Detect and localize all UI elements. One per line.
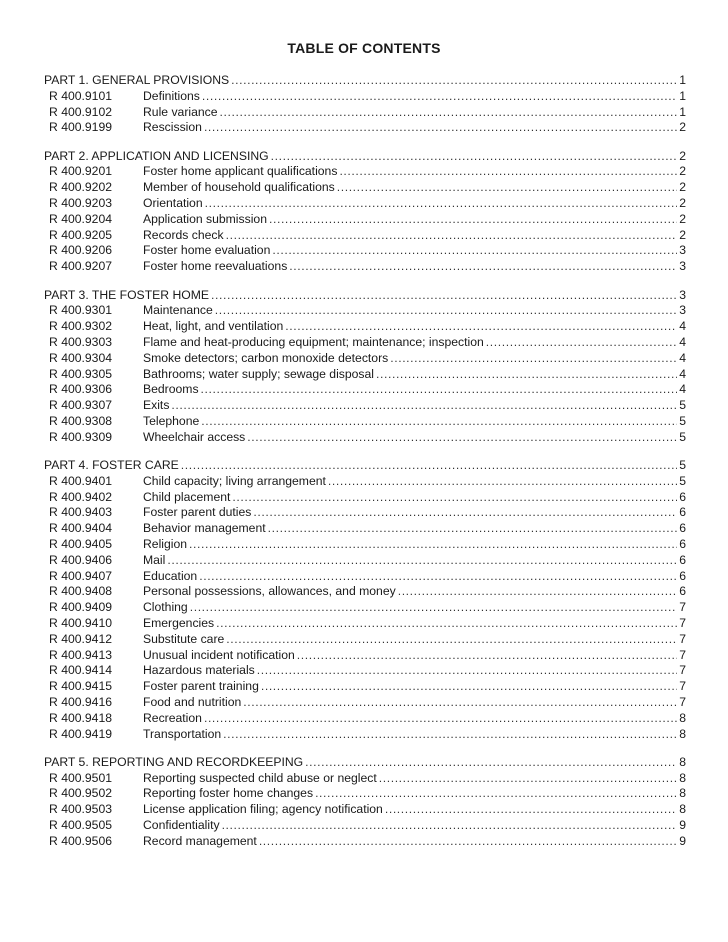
toc-rule-row[interactable]: [44, 818, 686, 834]
toc-part: [44, 149, 686, 275]
rule-title: Bedrooms: [143, 382, 199, 397]
toc-part-heading-row[interactable]: [44, 458, 686, 474]
rule-title: Foster home applicant qualifications: [143, 164, 338, 179]
page-number: 8: [679, 802, 686, 817]
rule-number: R 400.9501: [49, 770, 113, 785]
dot-leader: [379, 771, 677, 787]
part-heading: PART 2. APPLICATION AND LICENSING: [44, 148, 269, 163]
page-number: 8: [679, 726, 686, 741]
dot-leader: [268, 521, 678, 537]
page-number: 2: [679, 164, 686, 179]
table-of-contents: [44, 73, 686, 862]
part-heading: PART 3. THE FOSTER HOME: [44, 287, 210, 302]
rule-number: R 400.9204: [49, 211, 113, 226]
dot-leader: [220, 105, 678, 121]
dot-leader: [390, 351, 677, 367]
dot-leader: [398, 584, 678, 600]
dot-leader: [259, 834, 677, 850]
rule-number: R 400.9306: [49, 382, 113, 397]
rule-title: Education: [143, 568, 198, 583]
dot-leader: [339, 164, 677, 180]
rule-number: R 400.9413: [49, 647, 113, 662]
toc-rule-row[interactable]: [44, 335, 686, 351]
toc-rule-row[interactable]: [44, 319, 686, 335]
rule-number: R 400.9506: [49, 833, 113, 848]
toc-rule-row[interactable]: [44, 553, 686, 569]
dot-leader: [215, 303, 677, 319]
rule-title: Rule variance: [143, 104, 218, 119]
rule-title: Reporting foster home changes: [143, 786, 314, 801]
page-number: 7: [679, 647, 686, 662]
rule-title: Religion: [143, 537, 188, 552]
dot-leader: [226, 632, 677, 648]
rule-title: Hazardous materials: [143, 663, 255, 678]
dot-leader: [204, 120, 677, 136]
page-number: 5: [679, 398, 686, 413]
rule-number: R 400.9407: [49, 568, 113, 583]
page-number: 7: [679, 663, 686, 678]
toc-part-heading-row[interactable]: [44, 288, 686, 304]
page-number: 5: [679, 429, 686, 444]
rule-number: R 400.9418: [49, 710, 113, 725]
page-number: 9: [679, 833, 686, 848]
dot-leader: [202, 89, 677, 105]
rule-title: Orientation: [143, 196, 203, 211]
toc-rule-row[interactable]: [44, 616, 686, 632]
page-number: 3: [679, 259, 686, 274]
rule-number: R 400.9416: [49, 694, 113, 709]
rule-title: Heat, light, and ventilation: [143, 319, 284, 334]
toc-rule-row[interactable]: [44, 120, 686, 136]
rule-title: Child capacity; living arrangement: [143, 473, 326, 488]
page-number: 7: [679, 600, 686, 615]
dot-leader: [257, 663, 677, 679]
page-number: 4: [679, 382, 686, 397]
toc-rule-row[interactable]: [44, 367, 686, 383]
dot-leader: [247, 430, 677, 446]
toc-rule-row[interactable]: [44, 351, 686, 367]
toc-rule-row[interactable]: [44, 382, 686, 398]
rule-title: Child placement: [143, 489, 231, 504]
toc-rule-row[interactable]: [44, 537, 686, 553]
toc-rule-row[interactable]: [44, 727, 686, 743]
rule-title: Clothing: [143, 600, 188, 615]
page-number: 6: [679, 489, 686, 504]
dot-leader: [231, 73, 677, 89]
page-number: 3: [679, 243, 686, 258]
dot-leader: [201, 414, 677, 430]
rule-number: R 400.9415: [49, 679, 113, 694]
rule-title: Bathrooms; water supply; sewage disposal: [143, 366, 375, 381]
rule-title: Confidentiality: [143, 818, 220, 833]
rule-number: R 400.9412: [49, 631, 113, 646]
dot-leader: [232, 490, 677, 506]
page-number: 4: [679, 366, 686, 381]
page-number: 2: [679, 196, 686, 211]
dot-leader: [253, 505, 677, 521]
rule-title: Exits: [143, 398, 170, 413]
page-number: 8: [679, 786, 686, 801]
toc-rule-row[interactable]: [44, 632, 686, 648]
part-heading: PART 4. FOSTER CARE: [44, 458, 179, 473]
rule-title: Smoke detectors; carbon monoxide detectors: [143, 350, 389, 365]
rule-number: R 400.9309: [49, 429, 113, 444]
toc-rule-row[interactable]: [44, 180, 686, 196]
page-number: 1: [679, 88, 686, 103]
toc-rule-row[interactable]: [44, 505, 686, 521]
page-number: 5: [679, 473, 686, 488]
rule-number: R 400.9409: [49, 600, 113, 615]
rule-number: R 400.9406: [49, 552, 113, 567]
page-number: 4: [679, 350, 686, 365]
rule-title: Emergencies: [143, 616, 215, 630]
page-number: 8: [679, 710, 686, 725]
page-number: 4: [679, 334, 686, 349]
dot-leader: [199, 569, 677, 585]
rule-title: Unusual incident notification: [143, 647, 295, 662]
page-title: TABLE OF CONTENTS: [287, 40, 441, 56]
toc-rule-row[interactable]: [44, 243, 686, 259]
rule-number: R 400.9301: [49, 303, 113, 318]
rule-number: R 400.9419: [49, 726, 113, 741]
dot-leader: [269, 212, 677, 228]
rule-title: Member of household qualifications: [143, 180, 335, 195]
toc-rule-row[interactable]: [44, 600, 686, 616]
page-number: 7: [679, 631, 686, 646]
page-number: 7: [679, 694, 686, 709]
rule-title: Substitute care: [143, 631, 225, 646]
rule-title: Food and nutrition: [143, 694, 242, 709]
dot-leader: [385, 802, 677, 818]
dot-leader: [222, 818, 678, 834]
dot-leader: [271, 149, 678, 165]
dot-leader: [305, 755, 677, 771]
toc-rule-row[interactable]: [44, 663, 686, 679]
toc-rule-row[interactable]: [44, 771, 686, 787]
rule-title: Reporting suspected child abuse or neglect: [143, 770, 377, 785]
rule-number: R 400.9405: [49, 537, 113, 552]
page-number: 8: [679, 754, 686, 769]
toc-rule-row[interactable]: [44, 303, 686, 319]
dot-leader: [204, 711, 677, 727]
rule-title: Behavior management: [143, 521, 266, 536]
rule-title: Foster parent training: [143, 679, 259, 694]
page-number: 2: [679, 148, 686, 163]
rule-title: Telephone: [143, 413, 200, 428]
dot-leader: [167, 553, 677, 569]
rule-number: R 400.9503: [49, 802, 113, 817]
rule-title: Rescission: [143, 120, 202, 135]
dot-leader: [337, 180, 677, 196]
rule-number: R 400.9403: [49, 505, 113, 520]
dot-leader: [486, 335, 677, 351]
dot-leader: [216, 616, 677, 632]
dot-leader: [272, 243, 677, 259]
page-number: 8: [679, 770, 686, 785]
rule-number: R 400.9202: [49, 180, 113, 195]
page-number: 6: [679, 552, 686, 567]
toc-rule-row[interactable]: [44, 569, 686, 585]
dot-leader: [226, 228, 678, 244]
toc-rule-row[interactable]: [44, 834, 686, 850]
page-number: 6: [679, 568, 686, 583]
toc-part: [44, 73, 686, 136]
rule-number: R 400.9410: [49, 616, 113, 630]
rule-title: Wheelchair access: [143, 429, 246, 444]
toc-rule-row[interactable]: [44, 430, 686, 446]
toc-rule-row[interactable]: [44, 89, 686, 105]
toc-rule-row[interactable]: [44, 212, 686, 228]
dot-leader: [285, 319, 677, 335]
rule-number: R 400.9304: [49, 350, 113, 365]
rule-title: Flame and heat-producing equipment; maintenance; inspection: [143, 334, 484, 349]
dot-leader: [223, 727, 677, 743]
rule-title: Definitions: [143, 88, 200, 103]
toc-rule-row[interactable]: [44, 695, 686, 711]
rule-number: R 400.9203: [49, 196, 113, 211]
toc-rule-row[interactable]: [44, 490, 686, 506]
rule-number: R 400.9401: [49, 473, 113, 488]
rule-number: R 400.9308: [49, 413, 113, 428]
toc-rule-row[interactable]: [44, 648, 686, 664]
rule-number: R 400.9414: [49, 663, 113, 678]
toc-rule-row[interactable]: [44, 786, 686, 802]
toc-rule-row[interactable]: [44, 105, 686, 121]
dot-leader: [261, 679, 677, 695]
rule-title: Foster home reevaluations: [143, 259, 288, 274]
toc-part: [44, 288, 686, 446]
rule-title: License application filing; agency notification: [143, 802, 383, 817]
rule-number: R 400.9303: [49, 334, 113, 349]
toc-part-heading-row[interactable]: [44, 73, 686, 89]
dot-leader: [376, 367, 677, 383]
toc-part-heading-row[interactable]: [44, 149, 686, 165]
toc-rule-row[interactable]: [44, 584, 686, 600]
toc-rule-row[interactable]: [44, 679, 686, 695]
page-number: 7: [679, 616, 686, 630]
toc-part-heading-row[interactable]: [44, 755, 686, 771]
page-number: 2: [679, 227, 686, 242]
toc-part: [44, 755, 686, 850]
rule-number: R 400.9206: [49, 243, 113, 258]
page-number: 3: [679, 303, 686, 318]
toc-rule-row[interactable]: [44, 474, 686, 490]
rule-title: Personal possessions, allowances, and money: [143, 584, 396, 599]
rule-number: R 400.9101: [49, 88, 113, 103]
rule-number: R 400.9302: [49, 319, 113, 334]
dot-leader: [181, 458, 677, 474]
rule-number: R 400.9408: [49, 584, 113, 599]
page-number: 7: [679, 679, 686, 694]
page-number: 4: [679, 319, 686, 334]
rule-number: R 400.9199: [49, 120, 113, 135]
rule-number: R 400.9201: [49, 164, 113, 179]
part-heading: PART 5. REPORTING AND RECORDKEEPING: [44, 754, 304, 769]
rule-title: Foster home evaluation: [143, 243, 271, 258]
rule-number: R 400.9307: [49, 398, 113, 413]
toc-rule-row[interactable]: [44, 802, 686, 818]
dot-leader: [171, 398, 677, 414]
rule-number: R 400.9207: [49, 259, 113, 274]
toc-rule-row[interactable]: [44, 521, 686, 537]
toc-part: [44, 458, 686, 742]
rule-number: R 400.9205: [49, 227, 113, 242]
rule-number: R 400.9505: [49, 818, 113, 833]
page-number: 1: [679, 73, 686, 87]
page-number: 2: [679, 120, 686, 135]
rule-title: Application submission: [143, 211, 267, 226]
dot-leader: [201, 382, 678, 398]
page-number: 6: [679, 505, 686, 520]
rule-number: R 400.9102: [49, 104, 113, 119]
rule-title: Mail: [143, 552, 166, 567]
rule-title: Record management: [143, 833, 257, 848]
dot-leader: [190, 600, 678, 616]
toc-rule-row[interactable]: [44, 711, 686, 727]
toc-rule-row[interactable]: [44, 228, 686, 244]
part-heading: PART 1. GENERAL PROVISIONS: [44, 73, 230, 87]
rule-title: Transportation: [143, 726, 222, 741]
dot-leader: [211, 288, 677, 304]
page-number: 9: [679, 818, 686, 833]
toc-rule-row[interactable]: [44, 196, 686, 212]
page-number: 1: [679, 104, 686, 119]
dot-leader: [205, 196, 678, 212]
rule-number: R 400.9502: [49, 786, 113, 801]
rule-title: Maintenance: [143, 303, 213, 318]
toc-rule-row[interactable]: [44, 398, 686, 414]
dot-leader: [315, 786, 677, 802]
dot-leader: [189, 537, 677, 553]
page-number: 5: [679, 413, 686, 428]
page-number: 6: [679, 584, 686, 599]
rule-title: Recreation: [143, 710, 202, 725]
page-number: 6: [679, 521, 686, 536]
dot-leader: [297, 648, 677, 664]
toc-rule-row[interactable]: [44, 164, 686, 180]
dot-leader: [328, 474, 677, 490]
page-number: 6: [679, 537, 686, 552]
rule-title: Foster parent duties: [143, 505, 252, 520]
page-number: 3: [679, 287, 686, 302]
toc-rule-row[interactable]: [44, 259, 686, 275]
page-number: 5: [679, 458, 686, 473]
rule-number: R 400.9305: [49, 366, 113, 381]
rule-number: R 400.9404: [49, 521, 113, 536]
rule-number: R 400.9402: [49, 489, 113, 504]
dot-leader: [289, 259, 677, 275]
toc-rule-row[interactable]: [44, 414, 686, 430]
page-number: 2: [679, 211, 686, 226]
page-number: 2: [679, 180, 686, 195]
rule-title: Records check: [143, 227, 224, 242]
dot-leader: [243, 695, 677, 711]
